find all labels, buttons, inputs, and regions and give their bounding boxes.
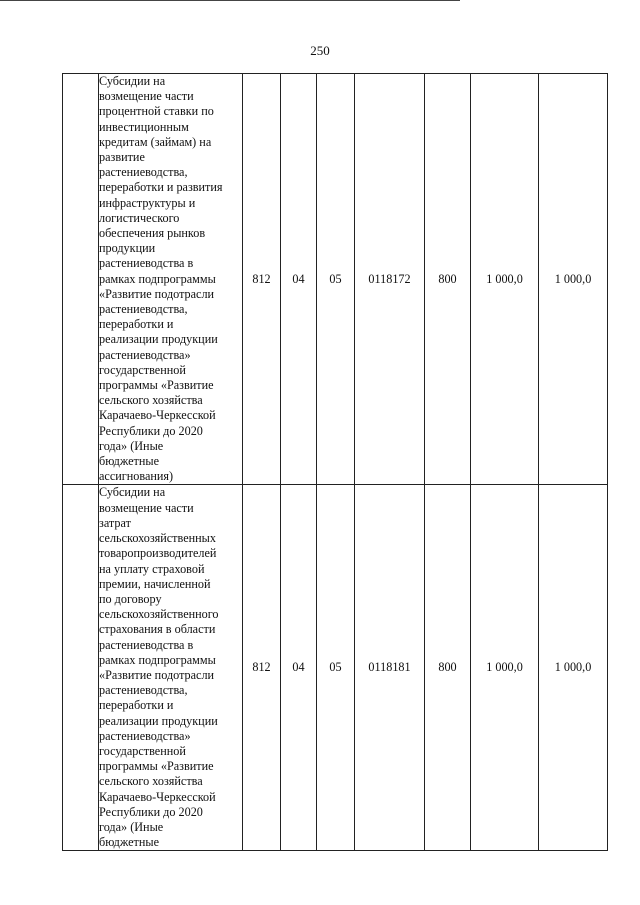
ministry-code-cell: 812 xyxy=(243,485,281,851)
subsection-code-cell: 05 xyxy=(317,485,355,851)
table-row xyxy=(63,74,608,485)
description-cell: Субсидии на возмещение части затрат сельскохозяйственных товаропроизводителей на уплату страховой премии, начисленной по договору сельскохозяйственного страхования в области растениеводства в рамках подпрограммы «Развитие подотрасли растениеводства, переработки и реализации продукции растениеводства» государственной программы «Развитие сельского хозяйства Карачаево-Черкесской Республики до 2020 года» (Иные бюджетные xyxy=(99,485,243,851)
budget-table xyxy=(62,73,608,851)
expense-type-cell: 800 xyxy=(425,74,471,485)
target-article-cell: 0118181 xyxy=(355,485,425,851)
scan-top-edge-line xyxy=(0,0,460,1)
table-row xyxy=(63,485,608,851)
section-code-cell: 04 xyxy=(281,485,317,851)
empty-index-cell xyxy=(63,485,99,851)
subsection-code-cell: 05 xyxy=(317,74,355,485)
description-cell: Субсидии на возмещение части процентной ставки по инвестиционным кредитам (займам) на развитие растениеводства, переработки и развития инфраструктуры и логистического обеспечения рынков продукции растениеводства в рамках подпрограммы «Развитие подотрасли растениеводства, переработки и реализации продукции растениеводства» государственной программы «Развитие сельского хозяйства Карачаево-Черкесской Республики до 2020 года» (Иные бюджетные ассигнования) xyxy=(99,74,243,485)
page-number: 250 xyxy=(310,43,330,58)
amount-cell-2: 1 000,0 xyxy=(539,485,608,851)
target-article-cell: 0118172 xyxy=(355,74,425,485)
section-code-cell: 04 xyxy=(281,74,317,485)
empty-index-cell xyxy=(63,74,99,485)
amount-cell-1: 1 000,0 xyxy=(471,74,539,485)
amount-cell-2: 1 000,0 xyxy=(539,74,608,485)
ministry-code-cell: 812 xyxy=(243,74,281,485)
expense-type-cell: 800 xyxy=(425,485,471,851)
amount-cell-1: 1 000,0 xyxy=(471,485,539,851)
